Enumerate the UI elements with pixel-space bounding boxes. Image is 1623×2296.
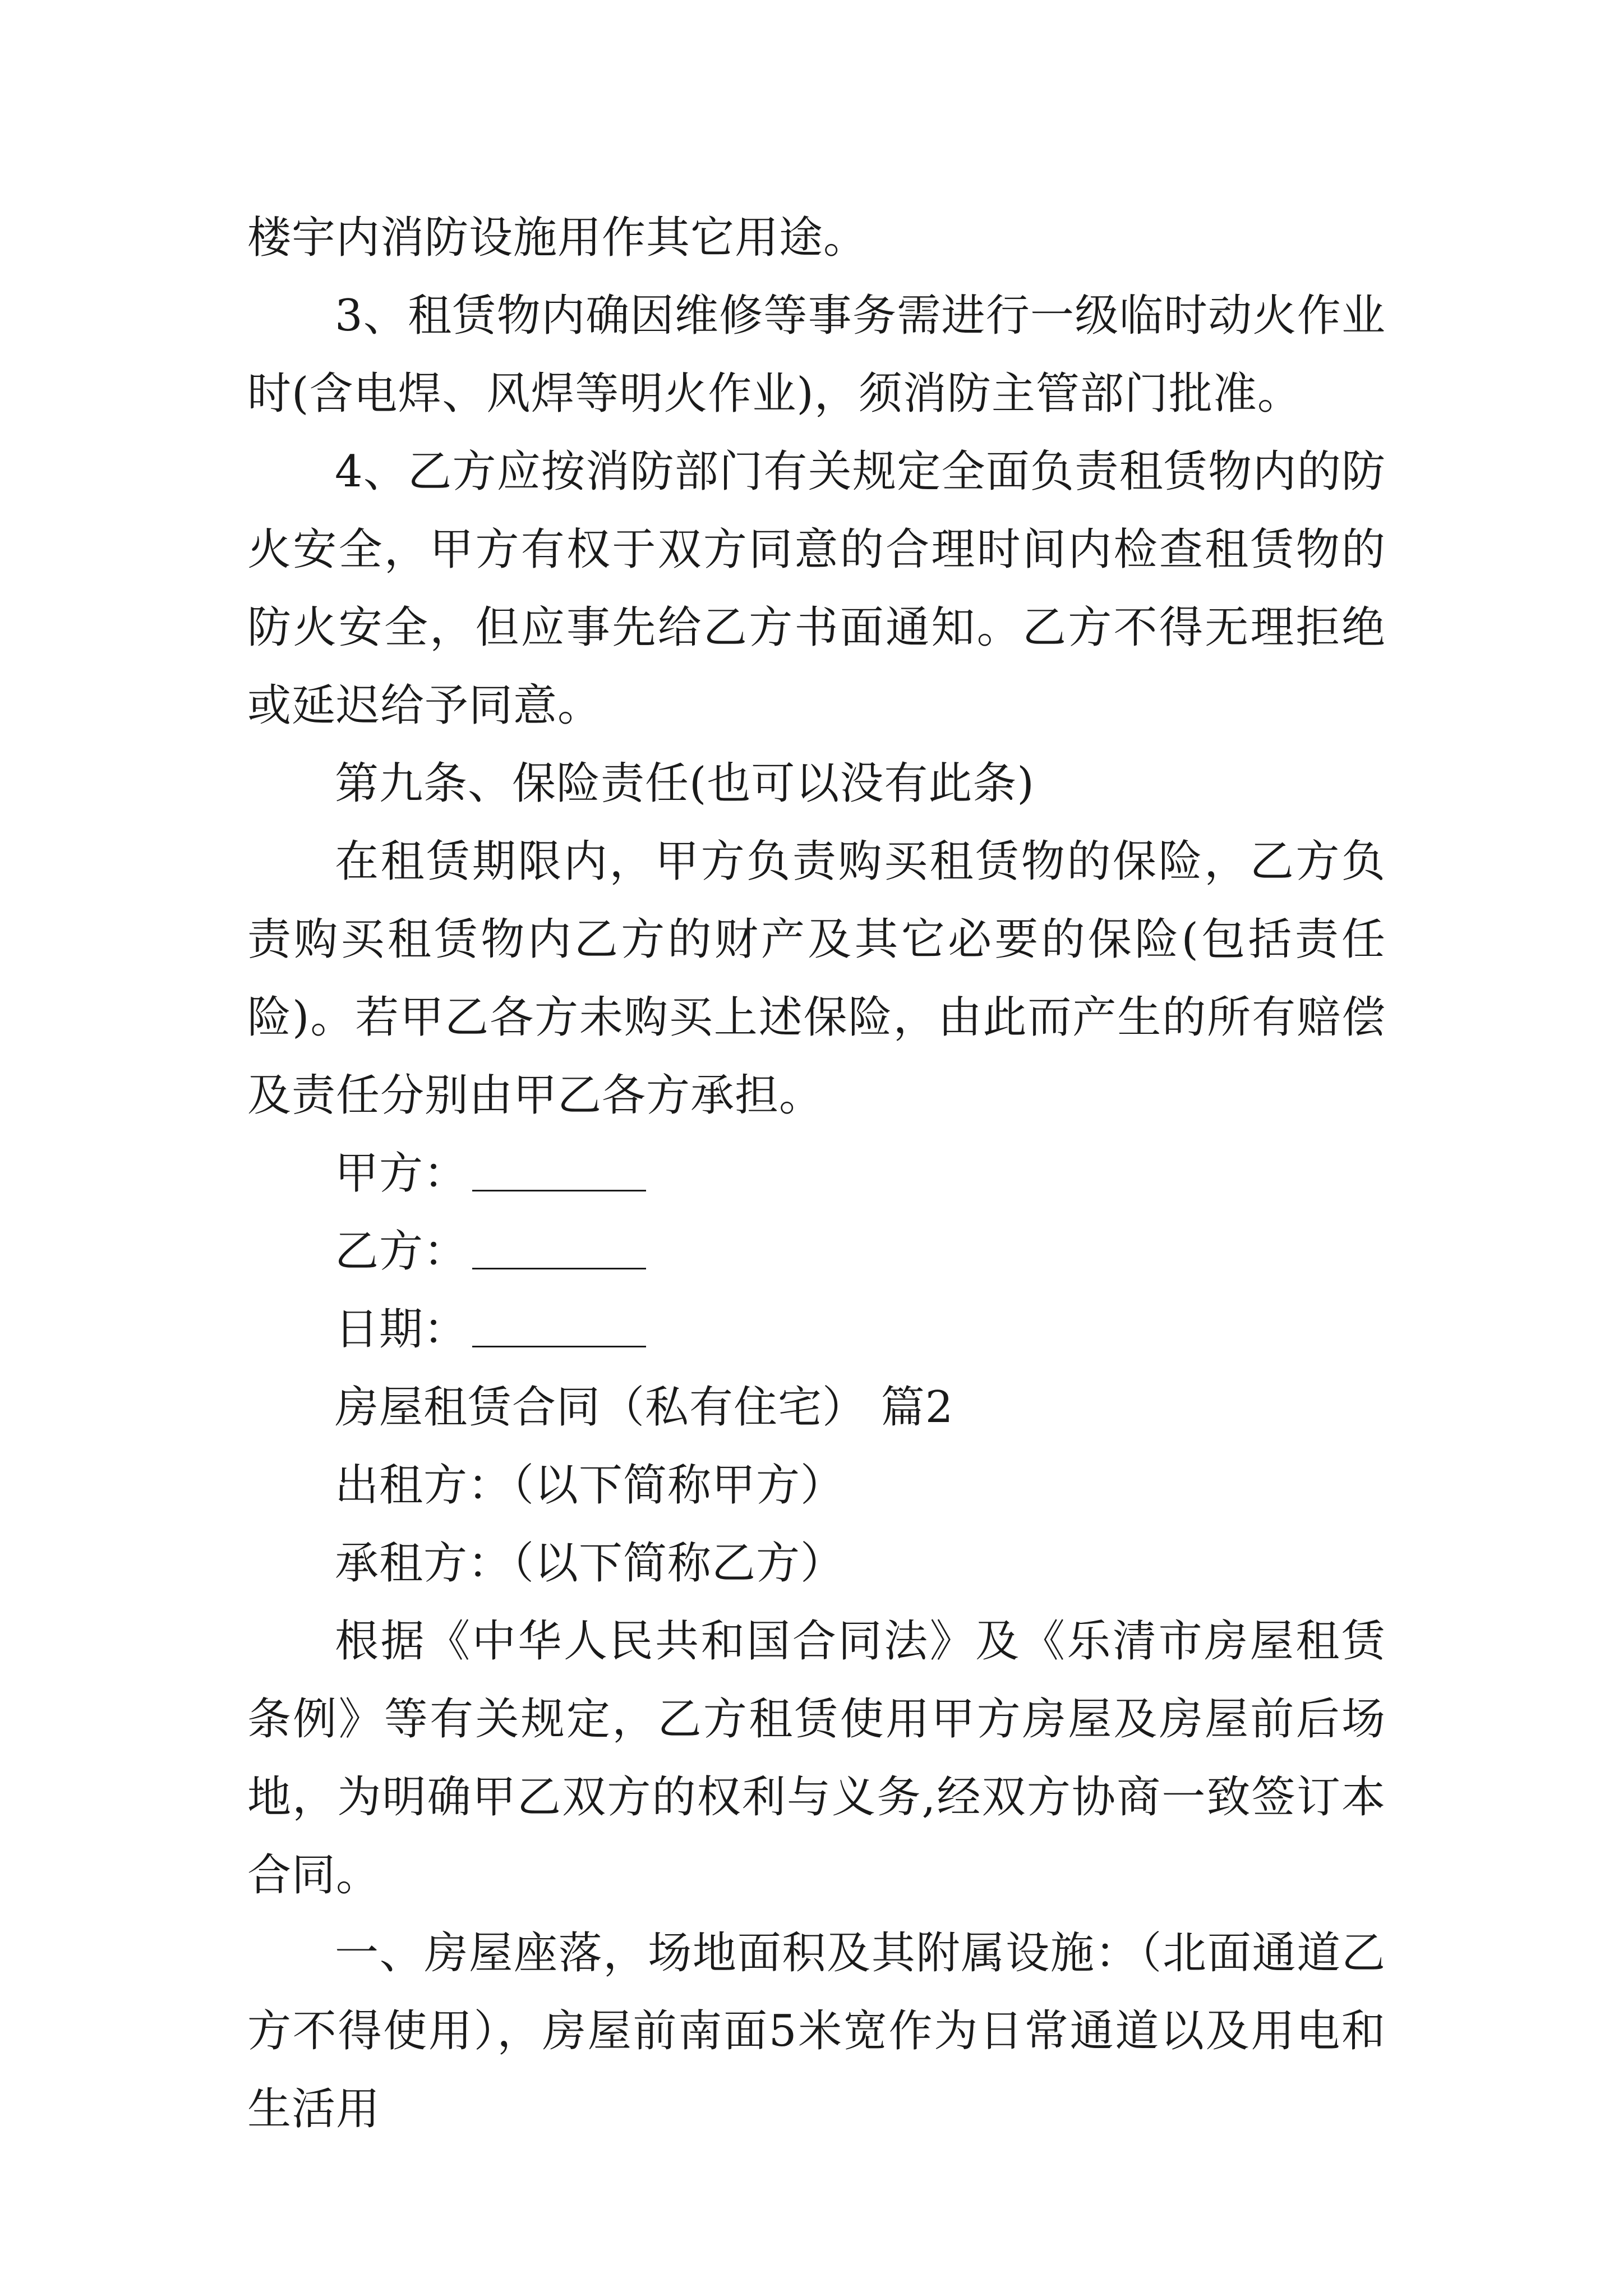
- paragraph-insurance: 在租赁期限内，甲方负责购买租赁物的保险，乙方负责购买租赁物内乙方的财产及其它必要的保险(包括责任险)。若甲乙各方未购买上述保险，由此而产生的所有赔偿及责任分别由甲乙各方承担。: [247, 836, 1386, 1121]
- paragraph-hot-work: 3、租赁物内确因维修等事务需进行一级临时动火作业时(含电焊、风焊等明火作业)，须消防主管部门批准。: [247, 291, 1386, 419]
- date-label: 日期：: [335, 1304, 468, 1355]
- signature-party-a: [247, 1135, 1386, 1213]
- paragraph-property-location: 一、房屋座落，场地面积及其附属设施：（北面通道乙方不得使用），房屋前南面5米宽作为日常通道以及用电和生活用: [247, 1928, 1386, 2134]
- paragraph-legal-basis: 根据《中华人民共和国合同法》及《乐清市房屋租赁条例》等有关规定，乙方租赁使用甲方房屋及房屋前后场地，为明确甲乙双方的权利与义务,经双方协商一致签订本合同。: [247, 1616, 1386, 1901]
- paragraph-fire-facilities: 楼宇内消防设施用作其它用途。: [247, 213, 868, 263]
- contract-2-title: 房屋租赁合同（私有住宅） 篇2: [335, 1382, 954, 1433]
- lessee-line: 承租方：（以下简称乙方）: [335, 1538, 845, 1589]
- date-blank-line: [472, 1306, 646, 1347]
- party-a-label: 甲方：: [335, 1148, 468, 1199]
- signature-party-b: [247, 1213, 1386, 1291]
- party-a-blank-line: [472, 1151, 646, 1191]
- signature-date: [247, 1291, 1386, 1369]
- lessor-line: 出租方：（以下简称甲方）: [335, 1460, 845, 1511]
- party-b-blank-line: [472, 1228, 646, 1269]
- party-b-label: 乙方：: [335, 1226, 468, 1277]
- paragraph-fire-safety: 4、乙方应按消防部门有关规定全面负责租赁物内的防火安全，甲方有权于双方同意的合理时间内检查租赁物的防火安全，但应事先给乙方书面通知。乙方不得无理拒绝或延迟给予同意。: [247, 447, 1386, 731]
- document-body: [247, 199, 1386, 2148]
- article-nine-heading: 第九条、保险责任(也可以没有此条): [335, 758, 1035, 809]
